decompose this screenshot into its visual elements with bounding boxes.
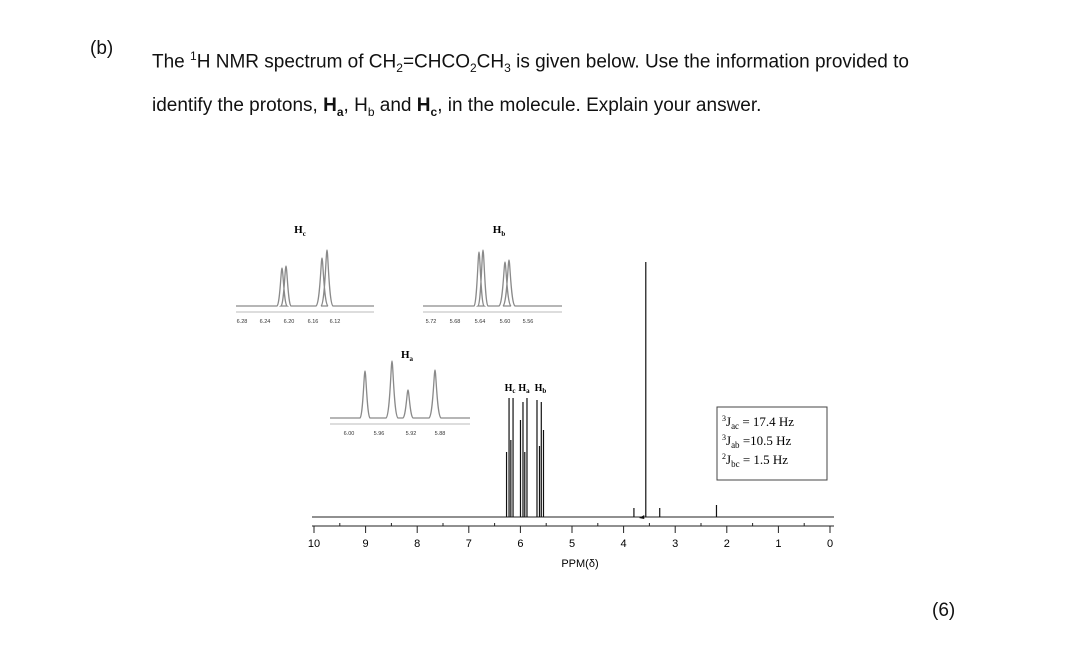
peak-label-c: $H_c$ (504, 383, 516, 395)
inset-tick-label: 5.88 (434, 431, 446, 437)
inset-tick-label: 6.28 (236, 319, 248, 325)
x-axis-label: PPM(δ) (561, 558, 599, 570)
inset-tick-label: 5.68 (449, 319, 461, 325)
q-t1: H NMR spectrum of CH (196, 51, 397, 73)
q-sep2: and (374, 95, 417, 117)
q-sub-2a: 2 (396, 61, 403, 76)
inset-label: $H_b$ (492, 224, 506, 238)
question-label: (b) (90, 38, 114, 59)
marks: (6) (932, 600, 956, 621)
inset-trace (330, 361, 470, 418)
coupling-constant: $^3J_{ac} = 17.4$ Hz (722, 414, 795, 431)
q-sup-1: 1 (190, 49, 197, 63)
q-ha-main: H (323, 95, 337, 117)
inset-trace (423, 250, 562, 306)
x-tick-label: 3 (672, 538, 679, 550)
inset-tick-label: 6.00 (343, 431, 355, 437)
x-tick-label: 0 (826, 538, 834, 550)
inset-ha (330, 349, 470, 437)
coupling-constant: $^3J_{ab} =10.5$ Hz (722, 433, 792, 450)
inset-trace (236, 250, 374, 306)
x-tick-label: 6 (517, 538, 524, 550)
x-tick-label: 5 (568, 538, 576, 550)
q-sub-2b: 2 (469, 61, 477, 76)
inset-label: $H_a$ (400, 349, 414, 363)
x-tick-label: 4 (620, 538, 627, 550)
q-t3: CH (476, 51, 505, 73)
coupling-constant: $^2J_{bc} = 1.5$ Hz (722, 452, 789, 469)
coupling-text (722, 414, 794, 469)
x-tick-label: 9 (362, 538, 369, 550)
x-tick-label: 1 (775, 538, 782, 550)
inset-tick-label: 5.92 (405, 431, 417, 437)
x-tick-label: 7 (465, 538, 472, 550)
inset-tick-label: 5.96 (373, 431, 385, 437)
inset-hb (423, 224, 562, 325)
inset-tick-label: 6.20 (283, 319, 295, 325)
x-tick-label: 8 (414, 538, 421, 550)
inset-tick-label: 6.24 (259, 319, 271, 325)
q-intro: The (152, 51, 191, 73)
peak-label-b: $H_b$ (534, 383, 547, 395)
q-hc-sub: c (430, 104, 438, 119)
inset-tick-label: 6.12 (329, 319, 341, 325)
q-hc-main: H (416, 95, 431, 117)
x-tick-label: 10 (307, 538, 321, 550)
inset-tick-label: 5.60 (499, 319, 511, 325)
q-t2: =CHCO (402, 51, 470, 73)
inset-label: $H_c$ (294, 224, 306, 238)
inset-tick-label: 5.64 (474, 319, 486, 325)
inset-tick-label: 6.16 (307, 319, 319, 325)
inset-tick-label: 5.72 (425, 319, 437, 325)
q-hb-sub: b (367, 104, 375, 119)
q-ha-sub: a (336, 104, 344, 119)
q-sep1: , H (343, 95, 368, 117)
x-axis-ticks (308, 523, 833, 550)
inset-tick-label: 5.56 (522, 319, 534, 325)
x-tick-label: 2 (723, 538, 730, 550)
q-t5: , in the molecule. Explain your answer. (437, 95, 762, 117)
peak-label-a: $H_a$ (518, 383, 530, 395)
q-t4: is given below. Use the information provided to identify the protons, (152, 51, 909, 117)
peak-labels (505, 383, 547, 395)
q-sub-3: 3 (504, 61, 511, 76)
inset-hc (236, 224, 374, 325)
